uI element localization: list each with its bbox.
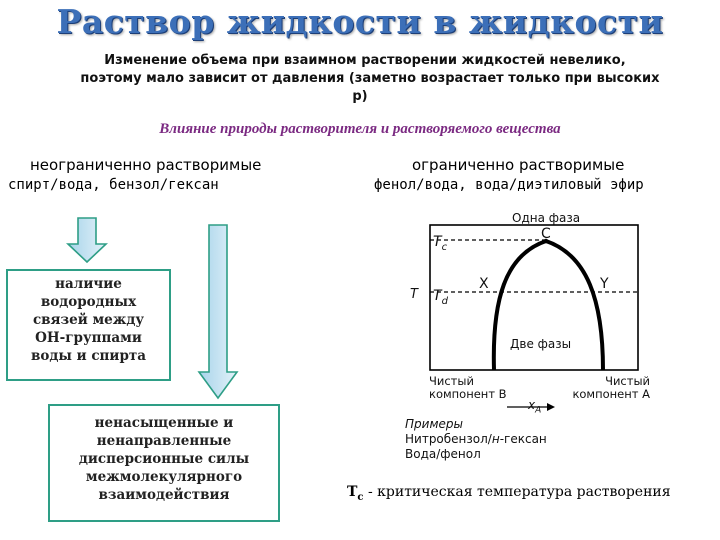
box2-line-4: межмолекулярного: [85, 469, 243, 485]
x-axis-label: $x_A$: [528, 398, 542, 416]
intro-line-1: Изменение объема при взаимном растворении жидкостей невелико,: [104, 53, 626, 68]
point-y-label: Y: [600, 276, 609, 292]
box1-line-1: наличие: [55, 276, 122, 292]
t-axis-label: T: [410, 287, 418, 302]
pure-component-b-label: Чистый компонент B: [429, 374, 507, 401]
box2-line-2: ненаправленные: [96, 433, 232, 449]
box1-line-4: ОН-группами: [35, 330, 142, 346]
box1-line-3: связей между: [32, 312, 145, 328]
box1-line-5: воды и спирта: [31, 348, 146, 364]
examples-heading: Примеры: [405, 417, 463, 431]
two-phases-label: Две фазы: [510, 337, 572, 351]
intro-line-2: поэтому мало зависит от давления (заметно возрастает только при высоких: [80, 71, 660, 86]
box1-line-2: водородных: [40, 294, 137, 310]
subtitle: Влияние природы растворителя и растворяемого вещества: [159, 121, 561, 137]
critical-temperature-caption: $T_c$ - критическая температура растворения: [347, 484, 671, 503]
right-heading: ограниченно растворимые: [412, 156, 625, 174]
td-label: $T_d$: [433, 288, 448, 307]
box2-line-5: взаимодействия: [98, 487, 230, 503]
left-examples: спирт/вода, бензол/гексан: [8, 177, 219, 193]
example-nitrobenzene-hexane: Нитробензол/н-гексан: [405, 432, 547, 446]
right-examples: фенол/вода, вода/диэтиловый эфир: [374, 177, 644, 193]
x-axis-arrowhead: [547, 403, 555, 411]
point-x-label: X: [479, 276, 489, 292]
intro-line-3: р): [352, 89, 368, 104]
slide-title: Раствор жидкости в жидкости: [56, 2, 664, 41]
tc-label: $T_c$: [433, 234, 448, 253]
critical-point-label: C: [541, 226, 551, 242]
example-water-phenol: Вода/фенол: [405, 447, 481, 461]
one-phase-label: Одна фаза: [512, 211, 581, 225]
left-heading: неограниченно растворимые: [30, 156, 262, 174]
box2-line-3: дисперсионные силы: [78, 451, 250, 467]
box2-line-1: ненасыщенные и: [94, 415, 234, 431]
pure-component-a-label: Чистый компонент A: [572, 374, 650, 401]
